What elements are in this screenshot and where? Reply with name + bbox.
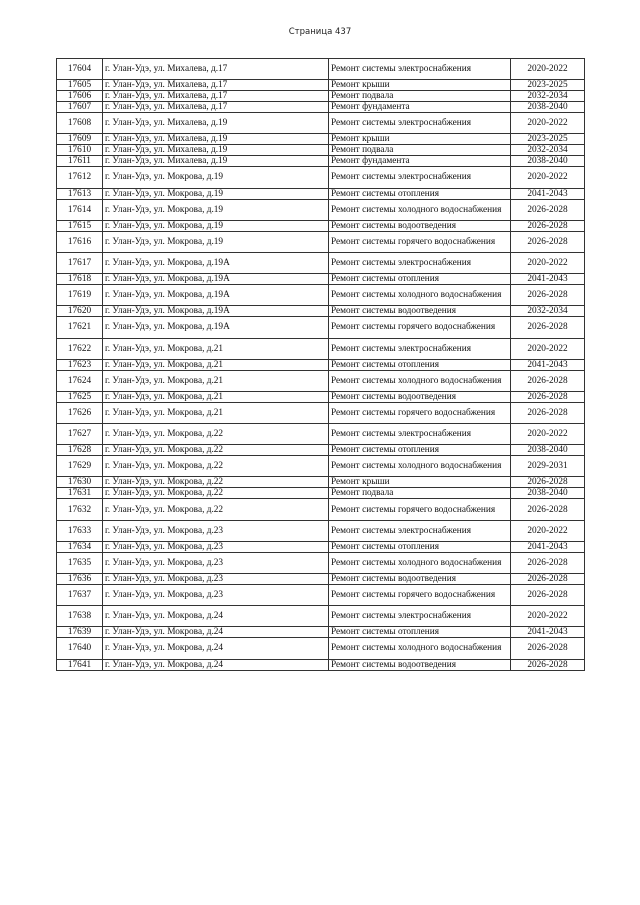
table-row [57, 317, 585, 338]
work-type-cell: Ремонт системы электроснабжения [329, 606, 511, 627]
work-type-cell: Ремонт системы холодного водоснабжения [329, 285, 511, 306]
table-row [57, 338, 585, 359]
row-number-cell: 17618 [57, 274, 103, 285]
table-row [57, 252, 585, 273]
work-type-cell: Ремонт системы отопления [329, 541, 511, 552]
work-type-cell: Ремонт системы водоотведения [329, 391, 511, 402]
period-cell: 2026-2028 [511, 659, 585, 670]
period-cell: 2038-2040 [511, 156, 585, 167]
address-cell: г. Улан-Удэ, ул. Михалева, д.17 [103, 91, 329, 102]
period-cell: 2026-2028 [511, 317, 585, 338]
address-cell: г. Улан-Удэ, ул. Мокрова, д.19 [103, 188, 329, 199]
row-number-cell: 17608 [57, 113, 103, 134]
address-cell: г. Улан-Удэ, ул. Мокрова, д.22 [103, 477, 329, 488]
row-number-cell: 17604 [57, 59, 103, 80]
row-number-cell: 17616 [57, 231, 103, 252]
period-cell: 2041-2043 [511, 274, 585, 285]
row-number-cell: 17620 [57, 306, 103, 317]
row-number-cell: 17611 [57, 156, 103, 167]
address-cell: г. Улан-Удэ, ул. Мокрова, д.21 [103, 338, 329, 359]
period-cell: 2026-2028 [511, 285, 585, 306]
row-number-cell: 17624 [57, 370, 103, 391]
work-type-cell: Ремонт системы отопления [329, 445, 511, 456]
table-row [57, 402, 585, 423]
address-cell: г. Улан-Удэ, ул. Михалева, д.17 [103, 59, 329, 80]
work-type-cell: Ремонт системы электроснабжения [329, 338, 511, 359]
period-cell: 2020-2022 [511, 424, 585, 445]
table-row [57, 59, 585, 80]
period-cell: 2020-2022 [511, 113, 585, 134]
period-cell: 2026-2028 [511, 370, 585, 391]
row-number-cell: 17639 [57, 627, 103, 638]
address-cell: г. Улан-Удэ, ул. Мокрова, д.22 [103, 424, 329, 445]
table-row [57, 520, 585, 541]
work-type-cell: Ремонт системы холодного водоснабжения [329, 638, 511, 659]
row-number-cell: 17628 [57, 445, 103, 456]
row-number-cell: 17609 [57, 134, 103, 145]
work-type-cell: Ремонт крыши [329, 134, 511, 145]
repair-schedule-table [56, 58, 585, 671]
work-type-cell: Ремонт системы электроснабжения [329, 520, 511, 541]
period-cell: 2020-2022 [511, 338, 585, 359]
row-number-cell: 17635 [57, 552, 103, 573]
work-type-cell: Ремонт фундамента [329, 102, 511, 113]
table-row [57, 606, 585, 627]
row-number-cell: 17636 [57, 574, 103, 585]
period-cell: 2026-2028 [511, 585, 585, 606]
row-number-cell: 17641 [57, 659, 103, 670]
row-number-cell: 17617 [57, 252, 103, 273]
table-row [57, 113, 585, 134]
period-cell: 2020-2022 [511, 59, 585, 80]
table-row [57, 80, 585, 91]
row-number-cell: 17629 [57, 456, 103, 477]
address-cell: г. Улан-Удэ, ул. Мокрова, д.21 [103, 391, 329, 402]
address-cell: г. Улан-Удэ, ул. Михалева, д.17 [103, 102, 329, 113]
period-cell: 2023-2025 [511, 80, 585, 91]
period-cell: 2032-2034 [511, 306, 585, 317]
table-row [57, 488, 585, 499]
address-cell: г. Улан-Удэ, ул. Мокрова, д.24 [103, 659, 329, 670]
address-cell: г. Улан-Удэ, ул. Мокрова, д.23 [103, 552, 329, 573]
table-row [57, 274, 585, 285]
address-cell: г. Улан-Удэ, ул. Михалева, д.19 [103, 113, 329, 134]
address-cell: г. Улан-Удэ, ул. Мокрова, д.19А [103, 306, 329, 317]
row-number-cell: 17633 [57, 520, 103, 541]
work-type-cell: Ремонт подвала [329, 145, 511, 156]
table-row [57, 477, 585, 488]
table-row [57, 499, 585, 520]
row-number-cell: 17632 [57, 499, 103, 520]
repair-schedule-body [57, 59, 585, 671]
table-row [57, 102, 585, 113]
period-cell: 2026-2028 [511, 231, 585, 252]
row-number-cell: 17613 [57, 188, 103, 199]
address-cell: г. Улан-Удэ, ул. Мокрова, д.19 [103, 231, 329, 252]
address-cell: г. Улан-Удэ, ул. Мокрова, д.21 [103, 370, 329, 391]
work-type-cell: Ремонт системы водоотведения [329, 659, 511, 670]
row-number-cell: 17637 [57, 585, 103, 606]
row-number-cell: 17630 [57, 477, 103, 488]
work-type-cell: Ремонт крыши [329, 80, 511, 91]
work-type-cell: Ремонт системы отопления [329, 274, 511, 285]
row-number-cell: 17622 [57, 338, 103, 359]
row-number-cell: 17612 [57, 167, 103, 188]
period-cell: 2029-2031 [511, 456, 585, 477]
table-row [57, 188, 585, 199]
work-type-cell: Ремонт системы отопления [329, 359, 511, 370]
address-cell: г. Улан-Удэ, ул. Мокрова, д.19 [103, 167, 329, 188]
period-cell: 2026-2028 [511, 220, 585, 231]
period-cell: 2026-2028 [511, 499, 585, 520]
address-cell: г. Улан-Удэ, ул. Мокрова, д.19А [103, 274, 329, 285]
address-cell: г. Улан-Удэ, ул. Михалева, д.19 [103, 134, 329, 145]
work-type-cell: Ремонт системы электроснабжения [329, 424, 511, 445]
address-cell: г. Улан-Удэ, ул. Мокрова, д.24 [103, 606, 329, 627]
row-number-cell: 17640 [57, 638, 103, 659]
table-row [57, 552, 585, 573]
table-row [57, 627, 585, 638]
row-number-cell: 17627 [57, 424, 103, 445]
address-cell: г. Улан-Удэ, ул. Мокрова, д.22 [103, 456, 329, 477]
table-row [57, 659, 585, 670]
row-number-cell: 17605 [57, 80, 103, 91]
address-cell: г. Улан-Удэ, ул. Мокрова, д.23 [103, 520, 329, 541]
work-type-cell: Ремонт системы электроснабжения [329, 59, 511, 80]
period-cell: 2026-2028 [511, 402, 585, 423]
row-number-cell: 17619 [57, 285, 103, 306]
table-row [57, 541, 585, 552]
table-row [57, 424, 585, 445]
work-type-cell: Ремонт системы холодного водоснабжения [329, 199, 511, 220]
row-number-cell: 17615 [57, 220, 103, 231]
address-cell: г. Улан-Удэ, ул. Мокрова, д.23 [103, 585, 329, 606]
period-cell: 2038-2040 [511, 445, 585, 456]
work-type-cell: Ремонт подвала [329, 488, 511, 499]
work-type-cell: Ремонт системы горячего водоснабжения [329, 317, 511, 338]
work-type-cell: Ремонт системы горячего водоснабжения [329, 585, 511, 606]
table-row [57, 359, 585, 370]
address-cell: г. Улан-Удэ, ул. Мокрова, д.24 [103, 638, 329, 659]
period-cell: 2026-2028 [511, 199, 585, 220]
address-cell: г. Улан-Удэ, ул. Мокрова, д.19А [103, 285, 329, 306]
table-row [57, 391, 585, 402]
table-row [57, 167, 585, 188]
row-number-cell: 17623 [57, 359, 103, 370]
table-row [57, 638, 585, 659]
address-cell: г. Улан-Удэ, ул. Мокрова, д.19 [103, 199, 329, 220]
row-number-cell: 17621 [57, 317, 103, 338]
table-row [57, 220, 585, 231]
work-type-cell: Ремонт системы холодного водоснабжения [329, 552, 511, 573]
row-number-cell: 17606 [57, 91, 103, 102]
work-type-cell: Ремонт системы электроснабжения [329, 113, 511, 134]
address-cell: г. Улан-Удэ, ул. Михалева, д.19 [103, 156, 329, 167]
address-cell: г. Улан-Удэ, ул. Мокрова, д.22 [103, 499, 329, 520]
table-row [57, 370, 585, 391]
work-type-cell: Ремонт системы водоотведения [329, 220, 511, 231]
address-cell: г. Улан-Удэ, ул. Мокрова, д.23 [103, 541, 329, 552]
period-cell: 2032-2034 [511, 145, 585, 156]
table-row [57, 585, 585, 606]
work-type-cell: Ремонт системы отопления [329, 627, 511, 638]
table-row [57, 445, 585, 456]
period-cell: 2041-2043 [511, 188, 585, 199]
period-cell: 2026-2028 [511, 477, 585, 488]
period-cell: 2020-2022 [511, 167, 585, 188]
period-cell: 2041-2043 [511, 541, 585, 552]
period-cell: 2026-2028 [511, 391, 585, 402]
period-cell: 2020-2022 [511, 252, 585, 273]
period-cell: 2020-2022 [511, 520, 585, 541]
page-number-header: Страница 437 [288, 27, 352, 37]
table-row [57, 285, 585, 306]
row-number-cell: 17638 [57, 606, 103, 627]
row-number-cell: 17610 [57, 145, 103, 156]
period-cell: 2023-2025 [511, 134, 585, 145]
work-type-cell: Ремонт системы горячего водоснабжения [329, 231, 511, 252]
period-cell: 2041-2043 [511, 627, 585, 638]
period-cell: 2041-2043 [511, 359, 585, 370]
table-row [57, 91, 585, 102]
row-number-cell: 17625 [57, 391, 103, 402]
period-cell: 2020-2022 [511, 606, 585, 627]
table-row [57, 574, 585, 585]
work-type-cell: Ремонт системы горячего водоснабжения [329, 402, 511, 423]
work-type-cell: Ремонт системы водоотведения [329, 306, 511, 317]
row-number-cell: 17631 [57, 488, 103, 499]
period-cell: 2032-2034 [511, 91, 585, 102]
address-cell: г. Улан-Удэ, ул. Мокрова, д.21 [103, 402, 329, 423]
address-cell: г. Улан-Удэ, ул. Мокрова, д.19А [103, 317, 329, 338]
work-type-cell: Ремонт подвала [329, 91, 511, 102]
table-row [57, 231, 585, 252]
table-row [57, 145, 585, 156]
table-row [57, 456, 585, 477]
address-cell: г. Улан-Удэ, ул. Михалева, д.19 [103, 145, 329, 156]
work-type-cell: Ремонт системы горячего водоснабжения [329, 499, 511, 520]
row-number-cell: 17634 [57, 541, 103, 552]
table-row [57, 199, 585, 220]
period-cell: 2026-2028 [511, 638, 585, 659]
address-cell: г. Улан-Удэ, ул. Мокрова, д.19А [103, 252, 329, 273]
work-type-cell: Ремонт крыши [329, 477, 511, 488]
table-row [57, 156, 585, 167]
work-type-cell: Ремонт системы электроснабжения [329, 252, 511, 273]
work-type-cell: Ремонт системы электроснабжения [329, 167, 511, 188]
address-cell: г. Улан-Удэ, ул. Мокрова, д.23 [103, 574, 329, 585]
address-cell: г. Улан-Удэ, ул. Мокрова, д.24 [103, 627, 329, 638]
period-cell: 2026-2028 [511, 574, 585, 585]
address-cell: г. Улан-Удэ, ул. Мокрова, д.22 [103, 445, 329, 456]
period-cell: 2038-2040 [511, 488, 585, 499]
period-cell: 2038-2040 [511, 102, 585, 113]
address-cell: г. Улан-Удэ, ул. Мокрова, д.19 [103, 220, 329, 231]
table-row [57, 306, 585, 317]
work-type-cell: Ремонт системы водоотведения [329, 574, 511, 585]
work-type-cell: Ремонт системы холодного водоснабжения [329, 456, 511, 477]
address-cell: г. Улан-Удэ, ул. Мокрова, д.22 [103, 488, 329, 499]
address-cell: г. Улан-Удэ, ул. Михалева, д.17 [103, 80, 329, 91]
work-type-cell: Ремонт системы отопления [329, 188, 511, 199]
row-number-cell: 17614 [57, 199, 103, 220]
row-number-cell: 17607 [57, 102, 103, 113]
row-number-cell: 17626 [57, 402, 103, 423]
work-type-cell: Ремонт фундамента [329, 156, 511, 167]
work-type-cell: Ремонт системы холодного водоснабжения [329, 370, 511, 391]
address-cell: г. Улан-Удэ, ул. Мокрова, д.21 [103, 359, 329, 370]
period-cell: 2026-2028 [511, 552, 585, 573]
table-row [57, 134, 585, 145]
